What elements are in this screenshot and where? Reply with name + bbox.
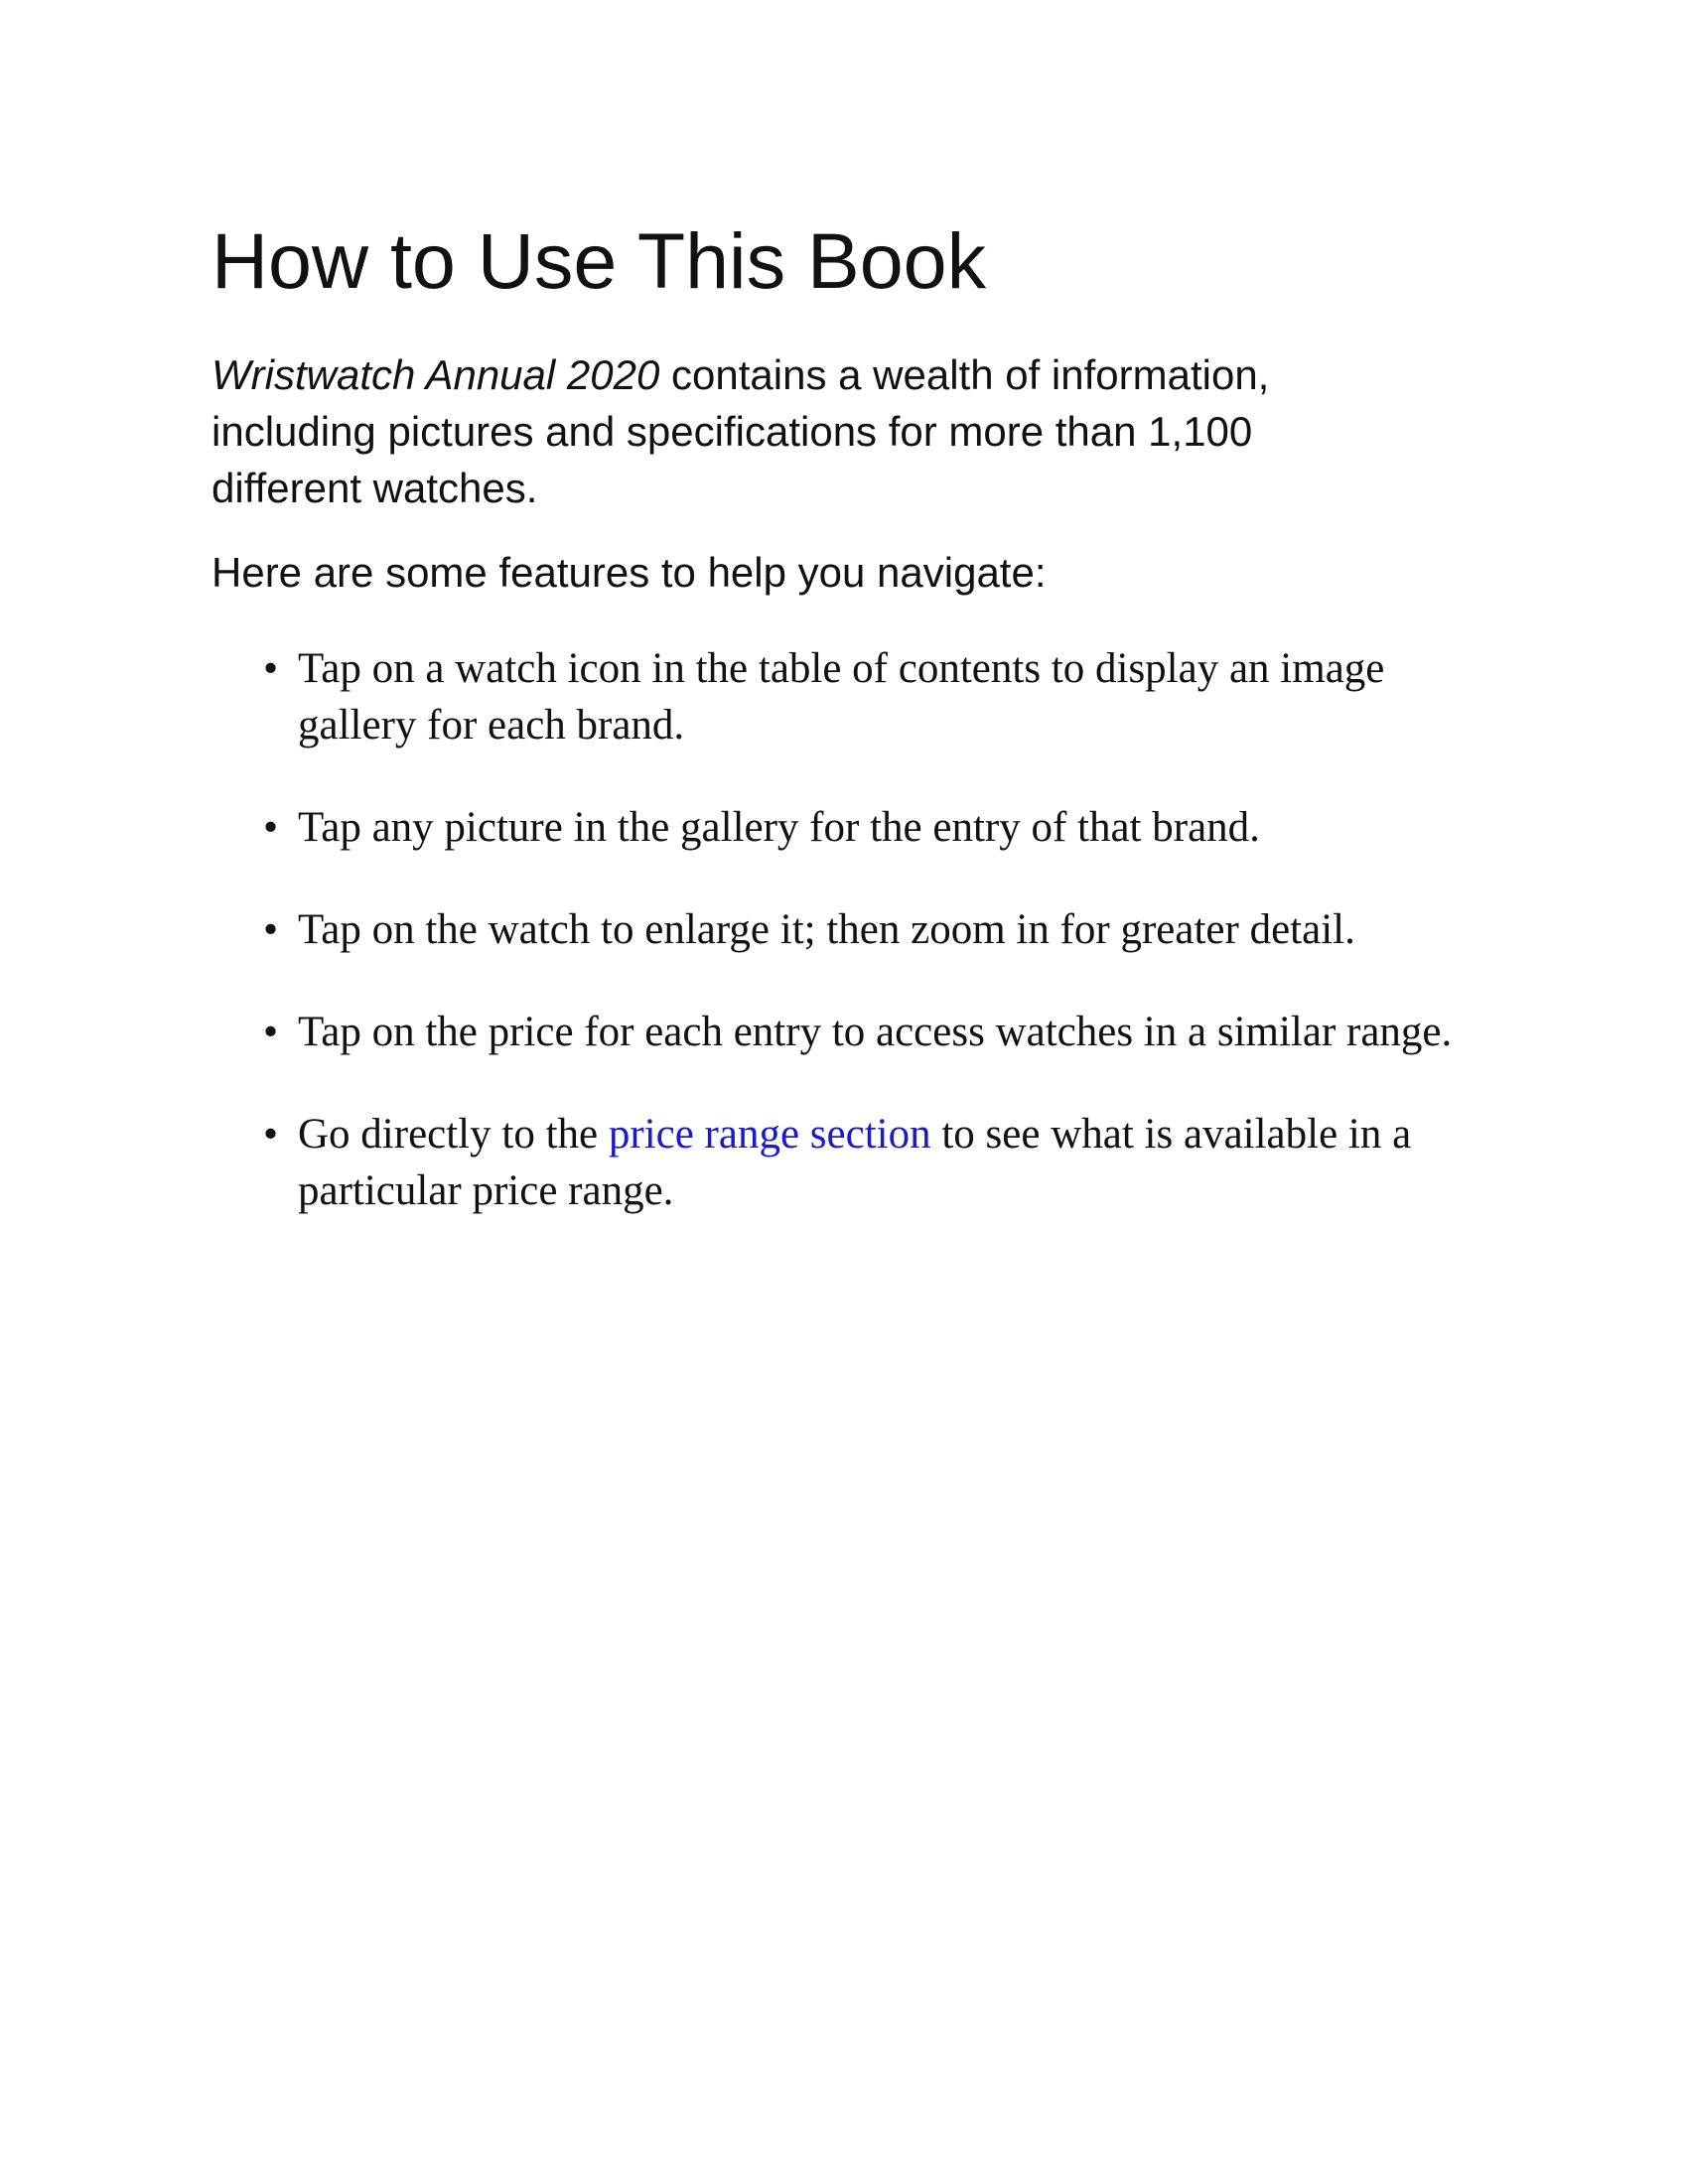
feature-text: Tap any picture in the gallery for the entry of that brand. (298, 803, 1260, 851)
bullet: • (263, 803, 279, 851)
feature-text-before-link: Go directly to the (298, 1110, 609, 1158)
page-title: How to Use This Book (211, 216, 987, 305)
feature-item-gallery-picture (263, 799, 1504, 856)
feature-text: Tap on a watch icon in the table of contents to display an image gallery for each brand. (298, 644, 1385, 749)
price-range-section-link[interactable]: price range section (608, 1110, 931, 1158)
feature-text: Tap on the price for each entry to access watches in a similar range. (298, 1008, 1453, 1055)
feature-item-toc-icon (263, 640, 1504, 753)
feature-item-price-range-section (263, 1106, 1504, 1219)
feature-item-price (263, 1004, 1504, 1060)
features-list (211, 640, 1504, 1219)
feature-text-after-link: to see what is available in a particular price range. (298, 1110, 1412, 1214)
bullet: • (263, 644, 279, 692)
feature-item-enlarge-watch (263, 901, 1504, 958)
features-lead: Here are some features to help you navigate: (211, 548, 1047, 596)
bullet: • (263, 1110, 279, 1158)
book-title: Wristwatch Annual 2020 (211, 350, 660, 398)
bullet: • (263, 905, 279, 953)
intro-text: contains a wealth of information, including pictures and specifications for more than 1,100 different watches. (211, 350, 1270, 511)
intro-paragraph (211, 346, 1403, 516)
bullet: • (263, 1008, 279, 1055)
feature-text: Tap on the watch to enlarge it; then zoom in for greater detail. (298, 905, 1355, 953)
document-page (211, 218, 1502, 1219)
